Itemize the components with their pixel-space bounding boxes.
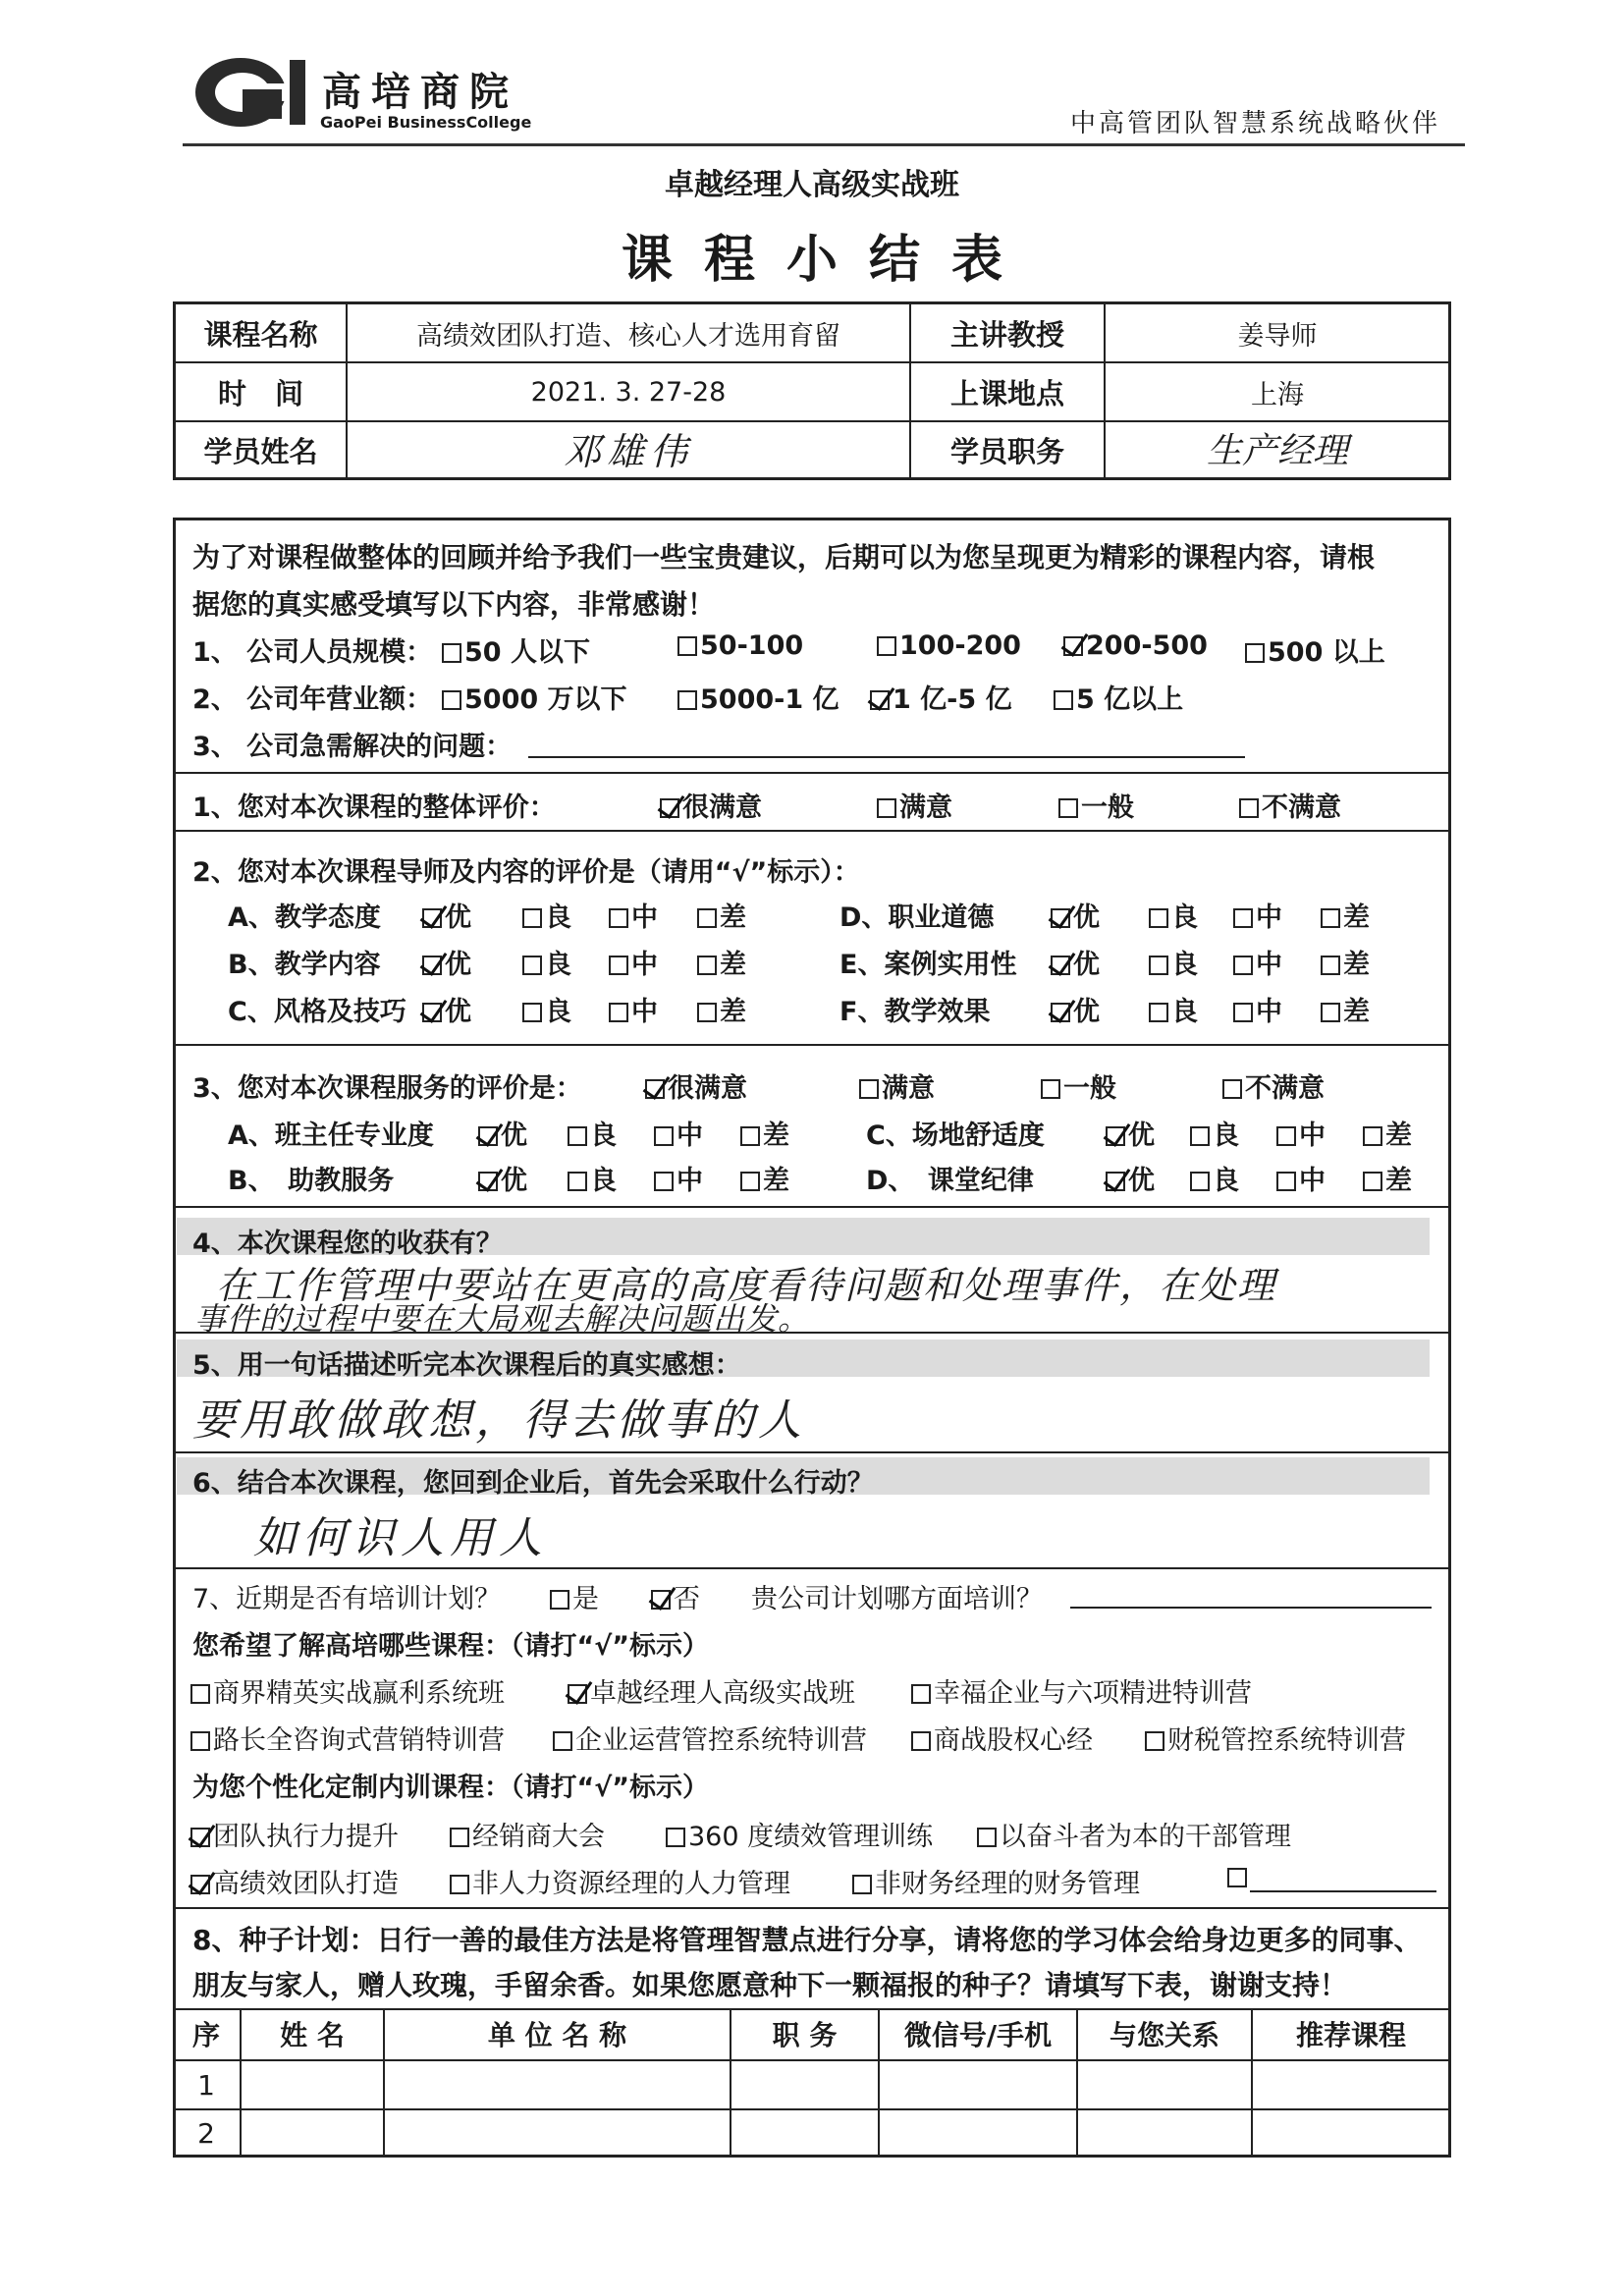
q2-grade-right-0-3[interactable]: 差 [1321, 896, 1370, 934]
q2-grade-left-2-3[interactable]: 差 [697, 990, 746, 1028]
custom-option-2[interactable]: 经销商大会 [450, 1815, 605, 1853]
q7-label: 7、近期是否有培训计划？ [192, 1584, 502, 1614]
lecturer-value: 姜导师 [1237, 320, 1318, 352]
course-option-3[interactable]: 幸福企业与六项精进特训营 [911, 1671, 1252, 1710]
q2-grade-right-0-1[interactable]: 良 [1149, 896, 1198, 934]
q2-grade-left-2-2[interactable]: 中 [609, 990, 658, 1028]
q4-answer-line-1[interactable]: 在工作管理中要站在更高的高度看待问题和处理事件，在处理 [216, 1264, 1277, 1307]
position-label: 学员职务 [949, 434, 1064, 468]
q2-grade-right-1-0[interactable]: 优 [1051, 943, 1100, 981]
location-label: 上课地点 [949, 376, 1064, 410]
q2-grade-right-0-2[interactable]: 中 [1233, 896, 1282, 934]
lecturer-label: 主讲教授 [949, 317, 1064, 352]
q2-grade-left-1-2[interactable]: 中 [609, 943, 658, 981]
form-title: 课程小结表 [621, 231, 1034, 290]
q2-item-d: D、职业道德 [839, 902, 995, 933]
q2-item-b: B、教学内容 [228, 950, 381, 980]
size-option-5[interactable]: 500 以上 [1245, 630, 1385, 669]
size-option-1[interactable]: 50 人以下 [442, 630, 590, 669]
q5-label: 5、用一句话描述听完本次课程后的真实感想： [192, 1350, 741, 1381]
q3-grade-right-0-3[interactable]: 差 [1363, 1114, 1412, 1152]
course-name-value: 高绩效团队打造、核心人才选用育留 [416, 320, 840, 352]
revenue-option-2[interactable]: 5000-1 亿 [677, 678, 839, 716]
slogan: 中高管团队智慧系统战略伙伴 [1070, 109, 1441, 138]
q8-line-1: 8、种子计划：日行一善的最佳方法是将管理智慧点进行分享，请将您的学习体会给身边更多的同事、 [192, 1924, 1422, 1956]
course-option-5[interactable]: 企业运营管控系统特训营 [553, 1719, 867, 1757]
q5-answer[interactable]: 要用敢做敢想，得去做事的人 [192, 1395, 805, 1446]
company-size-label: 1、 公司人员规模： [192, 637, 433, 668]
q3-grade-left-1-3[interactable]: 差 [740, 1159, 789, 1197]
ref-header-no: 序 [191, 2019, 220, 2051]
q2-item-a: A、教学态度 [228, 902, 381, 933]
q2-grade-left-0-3[interactable]: 差 [697, 896, 746, 934]
ref-header-course: 推荐课程 [1295, 2019, 1406, 2051]
q3-grade-right-1-3[interactable]: 差 [1363, 1159, 1412, 1197]
q2-grade-left-2-1[interactable]: 良 [522, 990, 571, 1028]
custom-option-4[interactable]: 以奋斗者为本的干部管理 [977, 1815, 1291, 1853]
q3-label: 3、您对本次课程服务的评价是： [192, 1073, 582, 1104]
q7-option-no[interactable]: 否 [651, 1577, 700, 1615]
student-name-label: 学员姓名 [203, 434, 318, 468]
intro-line-1: 为了对课程做整体的回顾并给予我们一些宝贵建议，后期可以为您呈现更为精彩的课程内容，请根 [192, 541, 1376, 574]
course-option-2[interactable]: 卓越经理人高级实战班 [568, 1671, 855, 1710]
q3-grade-right-0-2[interactable]: 中 [1276, 1114, 1326, 1152]
course-info-table [173, 301, 1451, 480]
time-value: 2021. 3. 27-28 [530, 376, 727, 408]
location-value: 上海 [1251, 379, 1304, 410]
q7-plan-line[interactable] [1070, 1607, 1432, 1609]
q3-grade-left-0-2[interactable]: 中 [654, 1114, 703, 1152]
gaopei-logo-icon [191, 54, 307, 131]
q2-grade-right-1-2[interactable]: 中 [1233, 943, 1282, 981]
form-subtitle: 卓越经理人高级实战班 [665, 168, 959, 202]
q3-grade-left-0-0[interactable]: 优 [478, 1114, 527, 1152]
q3-grade-right-1-2[interactable]: 中 [1276, 1159, 1326, 1197]
size-option-2[interactable]: 50-100 [677, 630, 803, 661]
q3-grade-left-1-2[interactable]: 中 [654, 1159, 703, 1197]
course-name-label: 课程名称 [203, 317, 318, 352]
q3-grade-right-1-1[interactable]: 良 [1190, 1159, 1239, 1197]
q8-line-2: 朋友与家人，赠人玫瑰，手留余香。如果您愿意种下一颗福报的种子？请填写下表，谢谢支持！ [192, 1969, 1348, 2001]
q3-item-d: D、 课堂纪律 [866, 1166, 1034, 1196]
company-problem-label: 3、 公司急需解决的问题： [192, 732, 513, 762]
q3-option-very-satisfied[interactable]: 很满意 [645, 1066, 747, 1105]
q2-item-f: F、教学效果 [839, 997, 991, 1027]
q1-option-average[interactable]: 一般 [1058, 786, 1134, 824]
ref-header-name: 姓 名 [280, 2019, 345, 2051]
custom-option-other[interactable] [1227, 1862, 1436, 1892]
brand-name-cn: 高培商院 [322, 70, 518, 115]
header-divider [183, 143, 1465, 146]
custom-option-1[interactable]: 团队执行力提升 [190, 1815, 399, 1853]
q3-grade-right-0-1[interactable]: 良 [1190, 1114, 1239, 1152]
q2-grade-left-1-3[interactable]: 差 [697, 943, 746, 981]
revenue-option-1[interactable]: 5000 万以下 [442, 678, 627, 716]
ref-header-relation: 与您关系 [1109, 2019, 1219, 2051]
q2-grade-right-0-0[interactable]: 优 [1051, 896, 1100, 934]
q2-item-c: C、风格及技巧 [228, 997, 406, 1027]
q3-grade-left-1-1[interactable]: 良 [568, 1159, 617, 1197]
q3-grade-left-0-1[interactable]: 良 [568, 1114, 617, 1152]
q3-grade-left-0-3[interactable]: 差 [740, 1114, 789, 1152]
custom-option-3[interactable]: 360 度绩效管理训练 [666, 1815, 933, 1853]
custom-option-5[interactable]: 高绩效团队打造 [190, 1862, 399, 1900]
ref-row-no: 1 [197, 2068, 215, 2102]
q7-plan-label: 贵公司计划哪方面培训？ [751, 1584, 1043, 1614]
brand-name-en: GaoPei BusinessCollege [320, 113, 532, 132]
q2-grade-left-2-0[interactable]: 优 [422, 990, 471, 1028]
q2-grade-left-1-0[interactable]: 优 [422, 943, 471, 981]
custom-option-7[interactable]: 非财务经理的财务管理 [852, 1862, 1140, 1900]
position-handwritten: 生产经理 [1206, 430, 1348, 471]
q6-answer[interactable]: 如何识人用人 [253, 1513, 548, 1563]
size-option-3[interactable]: 100-200 [877, 630, 1021, 661]
course-option-7[interactable]: 财税管控系统特训营 [1145, 1719, 1406, 1757]
q2-grade-left-1-1[interactable]: 良 [522, 943, 571, 981]
q7-courses-label: 您希望了解高培哪些课程：（请打“√”标示） [192, 1631, 709, 1662]
q3-item-a: A、班主任专业度 [228, 1120, 434, 1151]
q1-option-satisfied[interactable]: 满意 [877, 786, 952, 824]
company-problem-line[interactable] [528, 756, 1245, 758]
company-revenue-label: 2、 公司年营业额： [192, 684, 433, 715]
q2-grade-right-1-1[interactable]: 良 [1149, 943, 1198, 981]
q2-grade-left-0-2[interactable]: 中 [609, 896, 658, 934]
q3-item-c: C、场地舒适度 [866, 1120, 1045, 1151]
custom-option-6[interactable]: 非人力资源经理的人力管理 [450, 1862, 790, 1900]
referral-table [173, 2008, 1451, 2158]
q2-label: 2、您对本次课程导师及内容的评价是（请用“√”标示）： [192, 857, 860, 888]
q3-option-unsatisfied[interactable]: 不满意 [1222, 1066, 1325, 1105]
student-signature: 邓雄伟 [563, 429, 693, 473]
q3-grade-left-1-0[interactable]: 优 [478, 1159, 527, 1197]
q3-option-satisfied[interactable]: 满意 [859, 1066, 935, 1105]
revenue-option-3[interactable]: 1 亿-5 亿 [870, 678, 1012, 716]
q2-grade-right-2-0[interactable]: 优 [1051, 990, 1100, 1028]
q3-grade-right-1-0[interactable]: 优 [1106, 1159, 1155, 1197]
q1-label: 1、您对本次课程的整体评价： [192, 792, 556, 823]
revenue-option-4[interactable]: 5 亿以上 [1054, 678, 1183, 716]
q3-option-average[interactable]: 一般 [1041, 1066, 1116, 1105]
intro-line-2: 据您的真实感受填写以下内容，非常感谢！ [192, 588, 716, 621]
q2-grade-left-0-0[interactable]: 优 [422, 896, 471, 934]
q4-answer-line-2[interactable]: 事件的过程中要在大局观去解决问题出发。 [194, 1300, 811, 1338]
q1-option-unsatisfied[interactable]: 不满意 [1239, 786, 1341, 824]
q3-item-b: B、 助教服务 [228, 1166, 395, 1196]
q2-grade-right-2-3[interactable]: 差 [1321, 990, 1370, 1028]
q7-custom-label: 为您个性化定制内训课程：（请打“√”标示） [192, 1773, 709, 1803]
q2-grade-right-2-2[interactable]: 中 [1233, 990, 1282, 1028]
course-option-4[interactable]: 路长全咨询式营销特训营 [190, 1719, 505, 1757]
q3-grade-right-0-0[interactable]: 优 [1106, 1114, 1155, 1152]
q2-grade-right-2-1[interactable]: 良 [1149, 990, 1198, 1028]
ref-header-position: 职 务 [772, 2019, 838, 2051]
q7-option-yes[interactable]: 是 [550, 1577, 599, 1615]
course-option-6[interactable]: 商战股权心经 [911, 1719, 1093, 1757]
q2-item-e: E、案例实用性 [839, 950, 1017, 980]
q2-grade-right-1-3[interactable]: 差 [1321, 943, 1370, 981]
ref-header-company: 单 位 名 称 [487, 2019, 627, 2051]
ref-header-contact: 微信号/手机 [903, 2019, 1053, 2051]
course-option-1[interactable]: 商界精英实战赢利系统班 [190, 1671, 505, 1710]
q4-label: 4、本次课程您的收获有？ [192, 1229, 503, 1259]
ref-row-no: 2 [197, 2116, 215, 2150]
time-label: 时 间 [217, 376, 303, 410]
size-option-4[interactable]: 200-500 [1063, 630, 1208, 661]
q6-label: 6、结合本次课程，您回到企业后，首先会采取什么行动？ [192, 1468, 874, 1499]
q2-grade-left-0-1[interactable]: 良 [522, 896, 571, 934]
q1-option-very-satisfied[interactable]: 很满意 [660, 786, 762, 824]
